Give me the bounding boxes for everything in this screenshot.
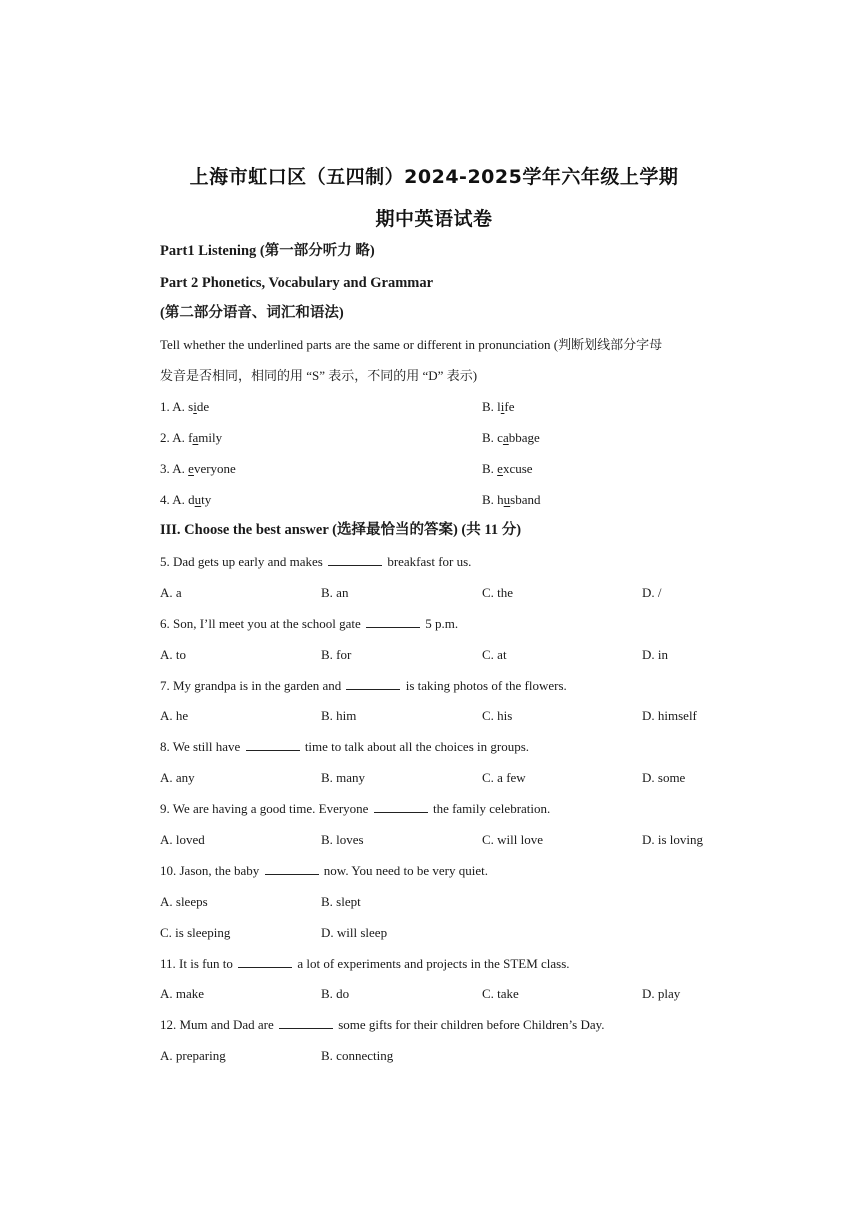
option: B. connecting (321, 1048, 394, 1063)
exam-title-line1: 上海市虹口区（五四制）2024-2025学年六年级上学期 (189, 166, 679, 188)
option: D. in (642, 647, 668, 662)
option: C. at (482, 647, 507, 662)
answer-blank (265, 864, 319, 875)
question-9: 9. We are having a good time. Everyone the family celebration. (160, 801, 551, 816)
option: C. will love (482, 832, 544, 847)
option: C. take (482, 986, 519, 1001)
phonetic-1a: 1. A. side (160, 399, 210, 414)
option: B. slept (321, 894, 361, 909)
section3-heading: III. Choose the best answer (选择最恰当的答案) (共 11 分) (160, 522, 522, 538)
option: D. play (642, 986, 681, 1001)
part2-heading: Part 2 Phonetics, Vocabulary and Grammar (160, 275, 434, 291)
option: D. / (642, 585, 662, 600)
answer-blank (279, 1018, 333, 1029)
option: A. make (160, 986, 205, 1001)
option: A. sleeps (160, 894, 208, 909)
option: B. loves (321, 832, 364, 847)
option: A. preparing (160, 1048, 226, 1063)
answer-blank (374, 802, 428, 813)
phonetic-3b: B. excuse (482, 461, 533, 476)
option: A. loved (160, 832, 205, 847)
answer-blank (238, 957, 292, 968)
option: C. is sleeping (160, 925, 231, 940)
answer-blank (346, 679, 400, 690)
phonetic-2b: B. cabbage (482, 430, 540, 445)
question-6: 6. Son, I’ll meet you at the school gate 5 p.m. (160, 616, 459, 631)
phonetic-4b: B. husband (482, 492, 541, 507)
option: B. for (321, 647, 352, 662)
option: B. many (321, 770, 366, 785)
option: D. is loving (642, 832, 704, 847)
option: C. the (482, 585, 514, 600)
option: D. will sleep (321, 925, 388, 940)
question-12: 12. Mum and Dad are some gifts for their children before Children’s Day. (160, 1017, 605, 1032)
answer-blank (366, 617, 420, 628)
option: B. an (321, 585, 349, 600)
instruction-line1: Tell whether the underlined parts are the same or different in pronunciation (判断划线部分字母 (160, 337, 663, 352)
question-10: 10. Jason, the baby now. You need to be very quiet. (160, 863, 488, 878)
part2-subheading: (第二部分语音、词汇和语法) (160, 305, 344, 321)
answer-blank (328, 555, 382, 566)
option: C. a few (482, 770, 526, 785)
option: A. he (160, 708, 189, 723)
answer-blank (246, 740, 300, 751)
phonetic-1b: B. life (482, 399, 515, 414)
question-7: 7. My grandpa is in the garden and is taking photos of the flowers. (160, 678, 567, 693)
part1-heading: Part1 Listening (第一部分听力 略) (160, 243, 375, 259)
option: A. to (160, 647, 186, 662)
question-5: 5. Dad gets up early and makes breakfast for us. (160, 554, 472, 569)
phonetic-2a: 2. A. family (160, 430, 223, 445)
option: B. do (321, 986, 350, 1001)
phonetic-3a: 3. A. everyone (160, 461, 236, 476)
question-8: 8. We still have time to talk about all the choices in groups. (160, 739, 530, 754)
exam-title-line2: 期中英语试卷 (375, 208, 493, 230)
option: D. himself (642, 708, 697, 723)
option: A. any (160, 770, 195, 785)
option: C. his (482, 708, 513, 723)
instruction-line2: 发音是否相同，相同的用 “S” 表示，不同的用 “D” 表示) (160, 368, 478, 383)
phonetic-4a: 4. A. duty (160, 492, 212, 507)
option: D. some (642, 770, 686, 785)
option: A. a (160, 585, 182, 600)
question-11: 11. It is fun to a lot of experiments and projects in the STEM class. (160, 956, 570, 971)
option: B. him (321, 708, 357, 723)
